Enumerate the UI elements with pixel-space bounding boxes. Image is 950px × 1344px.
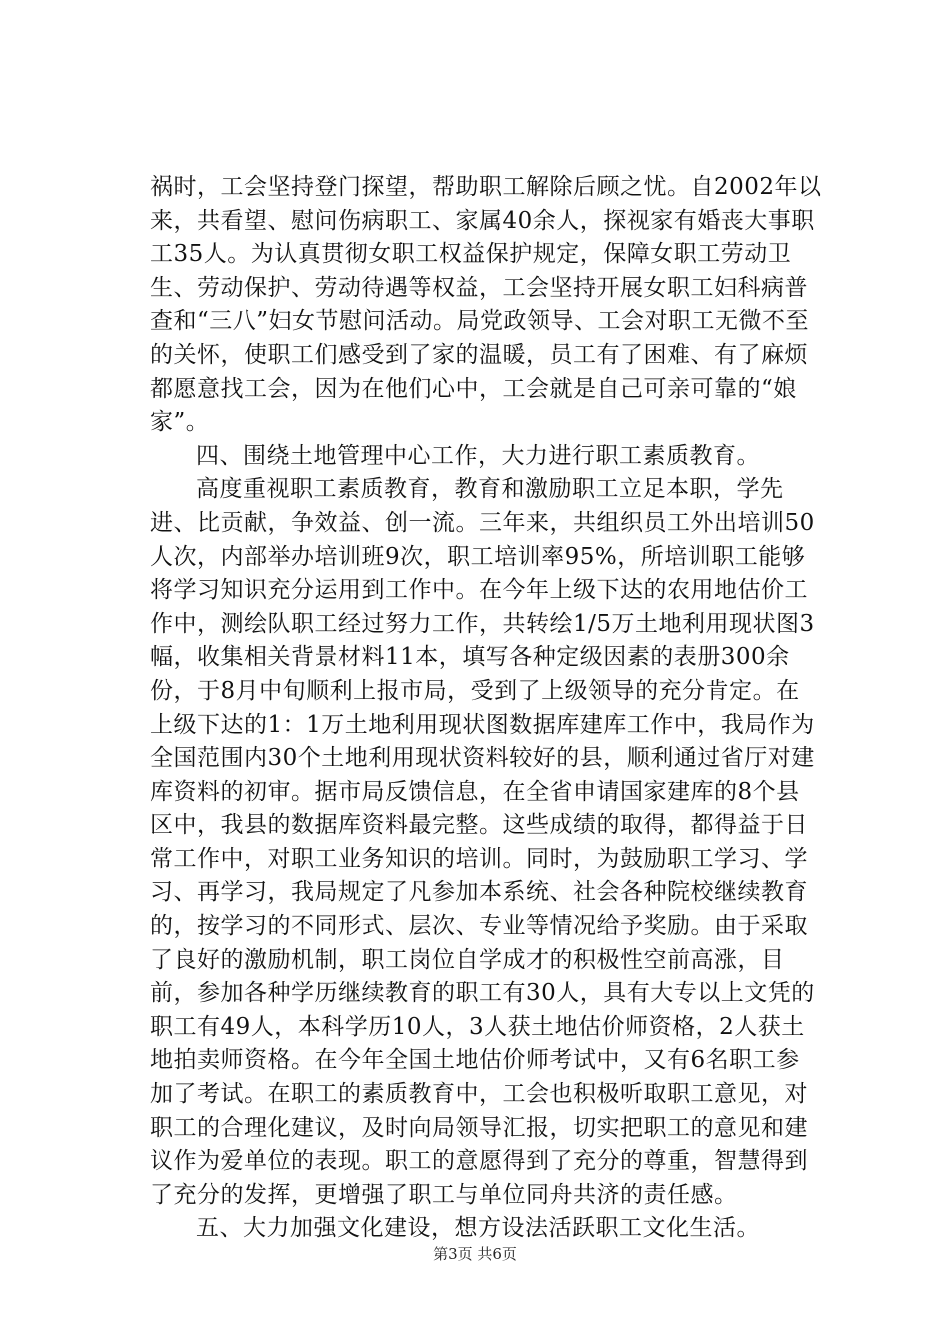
document-body	[150, 171, 822, 1246]
paragraph-care: 祸时，工会坚持登门探望，帮助职工解除后顾之忧。自2002年以来，共看望、慰问伤病职工、家属40余人，探视家有婚丧大事职工35人。为认真贯彻女职工权益保护规定，保障女职工劳动卫生、劳动保护、劳动待遇等权益，工会坚持开展女职工妇科病普查和“三八”妇女节慰问活动。局党政领导、工会对职工无微不至的关怀，使职工们感受到了家的温暖，员工有了困难、有了麻烦都愿意找工会，因为在他们心中，工会就是自己可亲可靠的“娘家”。	[150, 174, 822, 436]
section-heading-five: 五、大力加强文化建设，想方设法活跃职工文化生活。	[196, 1215, 760, 1242]
page-number-footer: 第3页 共6页	[433, 1245, 517, 1263]
section-heading-four: 四、围绕土地管理中心工作，大力进行职工素质教育。	[196, 442, 760, 469]
paragraph-education: 高度重视职工素质教育，教育和激励职工立足本职，学先进、比贡献，争效益、创一流。三年来，共组织员工外出培训50人次，内部举办培训班9次，职工培训率95%，所培训职工能够将学习知识充分运用到工作中。在今年上级下达的农用地估价工作中，测绘队职工经过努力工作，共转绘1/5万土地利用现状图3幅，收集相关背景材料11本，填写各种定级因素的表册300余份，于8月中旬顺利上报市局，受到了上级领导的充分肯定。在上级下达的1：1万土地利用现状图数据库建库工作中，我局作为全国范围内30个土地利用现状资料较好的县，顺利通过省厅对建库资料的初审。据市局反馈信息，在全省申请国家建库的8个县区中，我县的数据库资料最完整。这些成绩的取得，都得益于日常工作中，对职工业务知识的培训。同时，为鼓励职工学习、学习、再学习，我局规定了凡参加本系统、社会各种院校继续教育的，按学习的不同形式、层次、专业等情况给予奖励。由于采取了良好的激励机制，职工岗位自学成才的积极性空前高涨，目前，参加各种学历继续教育的职工有30人，具有大专以上文凭的职工有49人，本科学历10人，3人获土地估价师资格，2人获土地拍卖师资格。在今年全国土地估价师考试中，又有6名职工参加了考试。在职工的素质教育中，工会也积极听取职工意见，对职工的合理化建议，及时向局领导汇报，切实把职工的意见和建议作为爱单位的表现。职工的意愿得到了充分的尊重，智慧得到了充分的发挥，更增强了职工与单位同舟共济的责任感。	[150, 476, 815, 1208]
